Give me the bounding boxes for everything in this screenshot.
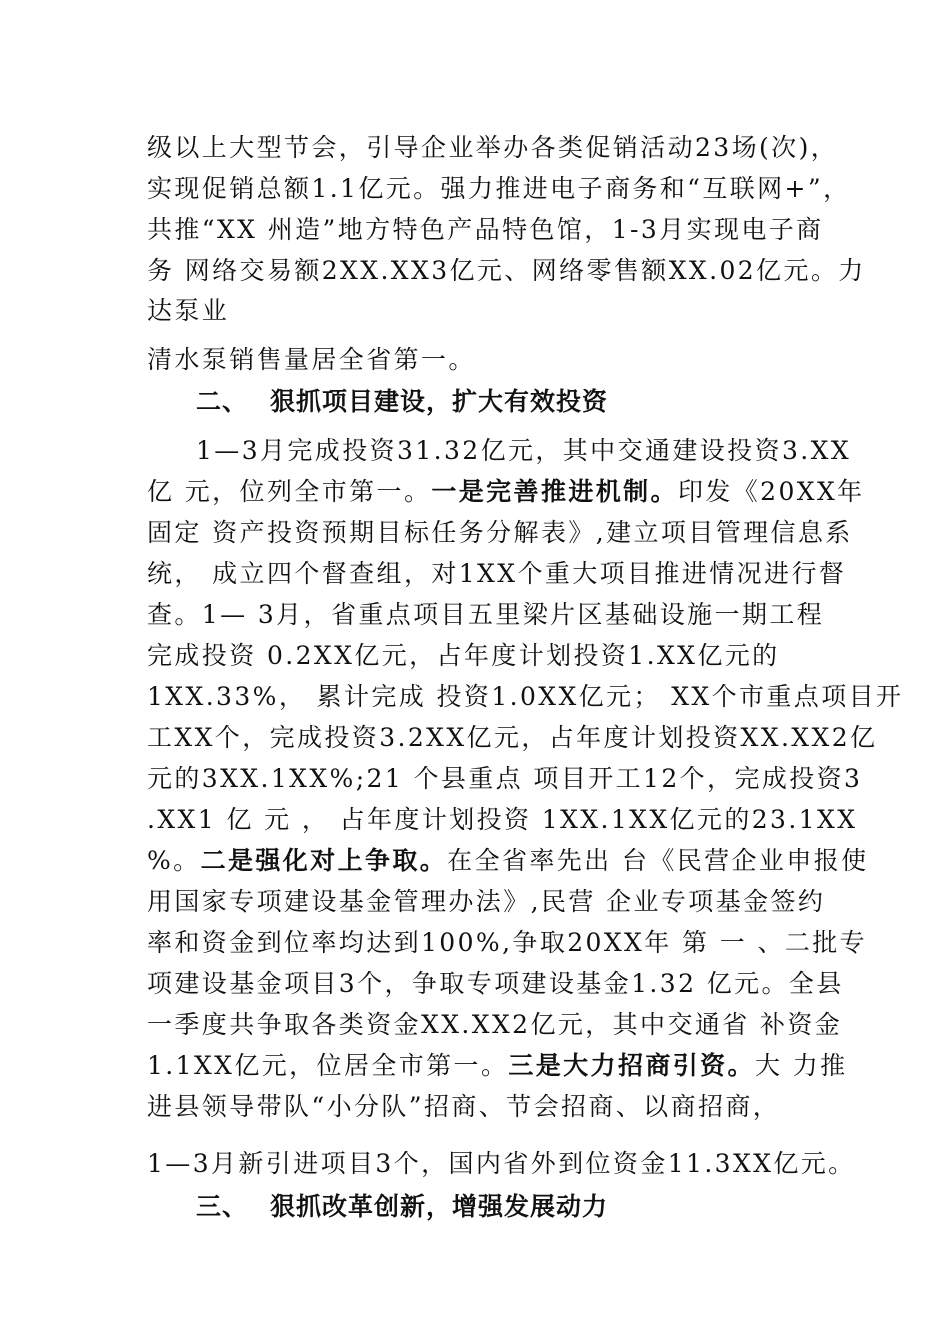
paragraph-line: 率和资金到位率均达到100%,争取20XX年 第 一 、二批专 xyxy=(147,928,868,957)
paragraph-line: 进县领导带队“小分队”招商、节会招商、以商招商， xyxy=(147,1092,781,1121)
paragraph-line: 1—3月完成投资31.32亿元，其中交通建设投资3.XX xyxy=(196,436,852,465)
key-point-3: 三是大力招商引资。 xyxy=(508,1051,755,1080)
paragraph-line: 共推“XX 州造”地方特色产品特色馆，1-3月实现电子商 xyxy=(147,215,824,244)
paragraph-line: 项建设基金项目3个，争取专项建设基金1.32 亿元。全县 xyxy=(147,969,844,998)
paragraph-line: 固定 资产投资预期目标任务分解表》,建立项目管理信息系 xyxy=(147,518,853,547)
section-heading-3 xyxy=(196,1192,608,1222)
paragraph-line: 清水泵销售量居全省第一。 xyxy=(147,345,476,374)
paragraph-line: 一季度共争取各类资金XX.XX2亿元，其中交通省 补资金 xyxy=(147,1010,843,1039)
key-point-1: 一是完善推进机制。 xyxy=(431,477,678,506)
section-number: 三、 xyxy=(196,1192,249,1221)
paragraph-line: 达泵业 xyxy=(147,296,230,325)
paragraph-line xyxy=(147,846,869,876)
paragraph-line: 查。1— 3月，省重点项目五里梁片区基础设施一期工程 xyxy=(147,600,825,629)
section-title: 狠抓项目建设，扩大有效投资 xyxy=(270,387,609,416)
paragraph-line: 务 网络交易额2XX.XX3亿元、网络零售额XX.02亿元。力 xyxy=(147,256,866,285)
paragraph-line: 1—3月新引进项目3个，国内省外到位资金11.3XX亿元。 xyxy=(147,1149,856,1178)
paragraph-line: 级以上大型节会，引导企业举办各类促销活动23场(次)， xyxy=(147,133,839,162)
paragraph-line xyxy=(147,1051,848,1081)
paragraph-text: 在全省率先出 台《民营企业申报使 xyxy=(447,846,869,875)
paragraph-line: 统， 成立四个督查组，对1XX个重大项目推进情况进行督 xyxy=(147,559,847,588)
section-heading-2 xyxy=(196,387,608,417)
paragraph-line: 实现促销总额1.1亿元。强力推进电子商务和“互联网+”， xyxy=(147,174,851,203)
section-title: 狠抓改革创新，增强发展动力 xyxy=(270,1192,609,1221)
paragraph-line: 1XX.33%， 累计完成 投资1.0XX亿元； XX个市重点项目开 xyxy=(147,682,904,711)
paragraph-line: .XX1 亿 元 ， 占年度计划投资 1XX.1XX亿元的23.1XX xyxy=(147,805,858,834)
paragraph-text: 印发《20XX年 xyxy=(677,477,865,506)
paragraph-text: %。 xyxy=(147,846,201,875)
paragraph-line: 完成投资 0.2XX亿元，占年度计划投资1.XX亿元的 xyxy=(147,641,780,670)
key-point-2: 二是强化对上争取。 xyxy=(200,846,448,875)
paragraph-text: 亿 元，位列全市第一。 xyxy=(147,477,432,506)
paragraph-line xyxy=(147,477,865,507)
paragraph-text: 1.1XX亿元，位居全市第一。 xyxy=(147,1051,509,1080)
paragraph-line: 工XX个，完成投资3.2XX亿元，占年度计划投资XX.XX2亿 xyxy=(147,723,878,752)
section-number: 二、 xyxy=(196,387,249,416)
paragraph-line: 元的3XX.1XX%;21 个县重点 项目开工12个，完成投资3 xyxy=(147,764,863,793)
paragraph-text: 大 力推 xyxy=(754,1051,848,1080)
paragraph-line: 用国家专项建设基金管理办法》,民营 企业专项基金签约 xyxy=(147,887,826,916)
